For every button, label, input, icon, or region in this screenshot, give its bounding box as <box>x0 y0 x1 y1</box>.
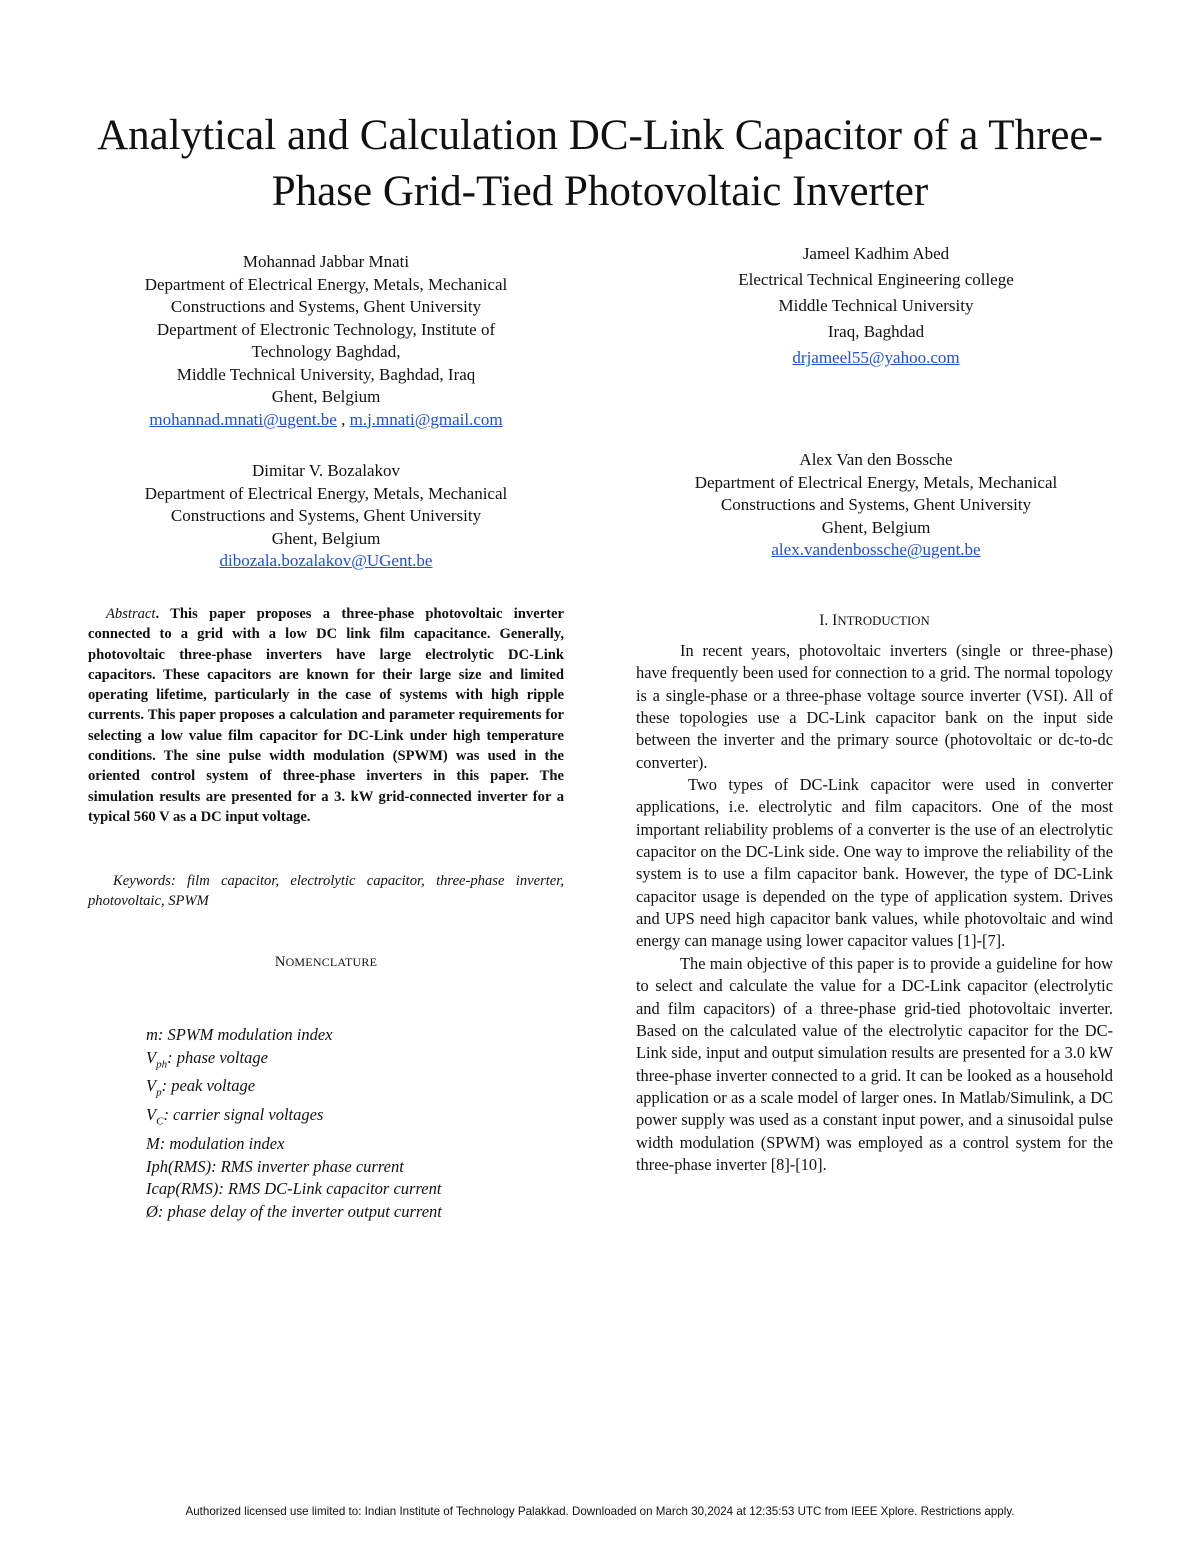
author-affiliation-line: Technology Baghdad, <box>251 342 401 361</box>
keywords-text: Keywords: film capacitor, electrolytic capacitor, three-phase inverter, photovoltaic, SPWM <box>88 873 564 909</box>
nomenclature-symbol: V <box>146 1105 157 1125</box>
nomenclature-heading-initial: N <box>274 954 286 970</box>
nomenclature-definition: : peak voltage <box>161 1076 256 1096</box>
section-number: I. <box>819 612 833 629</box>
nomenclature-subscript: ph <box>156 1057 168 1070</box>
nomenclature-item <box>146 1104 442 1133</box>
nomenclature-list <box>146 1024 442 1224</box>
abstract-label: Abstract <box>106 606 156 622</box>
author-affiliation-line: Middle Technical University <box>778 296 974 315</box>
nomenclature-item <box>146 1133 442 1156</box>
nomenclature-symbol: V <box>146 1076 157 1096</box>
author-email-line <box>86 409 566 432</box>
author-block-vandenbossche <box>636 449 1116 562</box>
nomenclature-heading <box>88 954 564 971</box>
author-affiliation-line: Constructions and Systems, Ghent University <box>720 495 1032 514</box>
section-heading-introduction <box>636 612 1113 630</box>
email-link[interactable]: drjameel55@yahoo.com <box>792 348 960 367</box>
nomenclature-heading-rest: OMENCLATURE <box>285 955 378 969</box>
email-link[interactable]: m.j.mnati@gmail.com <box>349 409 503 429</box>
email-separator: , <box>336 409 350 429</box>
introduction-body <box>636 640 1113 1176</box>
author-affiliation-line: Department of Electrical Energy, Metals, Mechanical <box>144 483 508 503</box>
nomenclature-item <box>146 1201 442 1224</box>
author-affiliation-line: Electrical Technical Engineering college <box>738 270 1014 289</box>
nomenclature-symbol: Ø <box>146 1202 158 1222</box>
section-heading-rest: NTRODUCTION <box>837 614 930 628</box>
section-heading-initial: I <box>832 612 838 629</box>
author-name: Jameel Kadhim Abed <box>802 244 950 263</box>
author-affiliation-line: Ghent, Belgium <box>271 528 381 548</box>
email-link[interactable]: mohannad.mnati@ugent.be <box>149 409 337 429</box>
author-affiliation-line: Department of Electrical Energy, Metals, Mechanical <box>694 472 1058 492</box>
email-link[interactable]: dibozala.bozalakov@UGent.be <box>219 551 433 570</box>
nomenclature-subscript: C <box>156 1115 164 1128</box>
nomenclature-definition: : RMS inverter phase current <box>211 1156 404 1176</box>
nomenclature-definition: : carrier signal voltages <box>163 1105 324 1125</box>
abstract-paragraph <box>88 604 564 827</box>
author-name: Alex Van den Bossche <box>799 450 953 469</box>
license-footer: Authorized licensed use limited to: Indian Institute of Technology Palakkad. Downloaded on March 30,2024 at 12:35:53 UTC from IEEE Xplore. Restrictions apply. <box>185 1505 1015 1518</box>
author-email-line <box>86 550 566 573</box>
author-affiliation-line: Department of Electrical Energy, Metals, Mechanical <box>144 274 508 294</box>
nomenclature-item <box>146 1075 442 1104</box>
author-block-bozalakov <box>86 460 566 573</box>
nomenclature-symbol: Icap(RMS) <box>146 1179 219 1199</box>
author-affiliation-line: Department of Electronic Technology, Institute of <box>156 319 496 339</box>
author-email-line <box>636 539 1116 562</box>
nomenclature-definition: : modulation index <box>159 1134 285 1154</box>
nomenclature-symbol: m <box>146 1025 158 1044</box>
abstract-label-dot: . <box>155 606 160 622</box>
intro-paragraph: In recent years, photovoltaic inverters (single or three-phase) have frequently been used for connection to a grid. The normal topology is a single-phase or a three-phase voltage source inverter (VSI). All of these topologies use a DC-Link capacitor bank on the input side between the inverter and the primary source (photovoltaic or dc-to-dc converter). <box>636 641 1113 772</box>
nomenclature-definition: : phase voltage <box>167 1047 268 1067</box>
author-block-abed <box>636 241 1116 371</box>
nomenclature-item <box>146 1047 442 1076</box>
author-affiliation-line: Constructions and Systems, Ghent University <box>170 506 482 525</box>
nomenclature-symbol: Iph(RMS) <box>146 1156 212 1176</box>
author-affiliation-line: Constructions and Systems, Ghent University <box>170 297 482 316</box>
nomenclature-symbol: M <box>146 1134 160 1154</box>
nomenclature-definition: : SPWM modulation index <box>157 1025 333 1044</box>
nomenclature-item <box>146 1024 442 1047</box>
intro-paragraph: Two types of DC-Link capacitor were used in converter applications, i.e. electrolytic and film capacitors. One of the most important reliability problems of a converter is the use of an electrolytic capacitor on the DC-Link side. One way to improve the reliability of the system is to use a film capacitor bank. However, the type of DC-Link capacitor usage is depended on the type of application system. Drives and UPS need high capacitor bank values, while photovoltaic and wind energy can manage using lower capacitor values [1]-[7]. <box>636 775 1113 951</box>
author-email-line <box>636 345 1116 371</box>
nomenclature-definition: : phase delay of the inverter output current <box>157 1202 442 1222</box>
author-affiliation-line: Iraq, Baghdad <box>827 322 925 341</box>
author-name: Mohannad Jabbar Mnati <box>242 252 410 271</box>
author-affiliation-line: Ghent, Belgium <box>271 387 381 406</box>
nomenclature-subscript: p <box>156 1086 162 1099</box>
nomenclature-symbol: V <box>146 1047 157 1067</box>
author-affiliation-line: Middle Technical University, Baghdad, Iraq <box>176 364 476 384</box>
author-affiliation-line: Ghent, Belgium <box>821 517 931 537</box>
paper-title: Analytical and Calculation DC-Link Capacitor of a Three-Phase Grid-Tied Photovoltaic Inverter <box>97 112 1103 215</box>
abstract-text: This paper proposes a three-phase photovoltaic inverter connected to a grid with a low DC link film capacitance. Generally, photovoltaic three-phase inverters have large electrolytic DC-Link capacitors. These capacitors are known for their large size and limited operating lifetime, particularly in the case of systems with high ripple currents. This paper proposes a calculation and parameter requirements for selecting a low value film capacitor for DC-Link under high temperature conditions. The sine pulse width modulation (SPWM) was used in the oriented control system of three-phase inverters in this paper. The simulation results are presented for a 3. kW grid-connected inverter for a typical 560 V as a DC input voltage. <box>88 606 564 825</box>
email-link[interactable]: alex.vandenbossche@ugent.be <box>771 540 981 559</box>
abstract <box>88 604 564 827</box>
author-name: Dimitar V. Bozalakov <box>251 461 401 480</box>
nomenclature-definition: : RMS DC-Link capacitor current <box>218 1179 442 1199</box>
intro-paragraph: The main objective of this paper is to provide a guideline for how to select and calculate the value for a DC-Link capacitor (electrolytic and film capacitors) of a three-phase grid-tied photovoltaic inverter. Based on the calculated value of the electrolytic capacitor for the DC-Link side, input and output simulation results are presented for a 3.0 kW three-phase inverter connected to a grid. It can be looked as a household application or as a scale model of larger ones. In Matlab/Simulink, a DC power supply was used as a constant input power, and a sinusoidal pulse width modulation (SPWM) was employed as a control system for the three-phase inverter [8]-[10]. <box>636 953 1113 1174</box>
keywords <box>88 871 564 911</box>
nomenclature-item <box>146 1156 442 1179</box>
author-block-mnati <box>86 251 566 431</box>
nomenclature-item <box>146 1178 442 1201</box>
